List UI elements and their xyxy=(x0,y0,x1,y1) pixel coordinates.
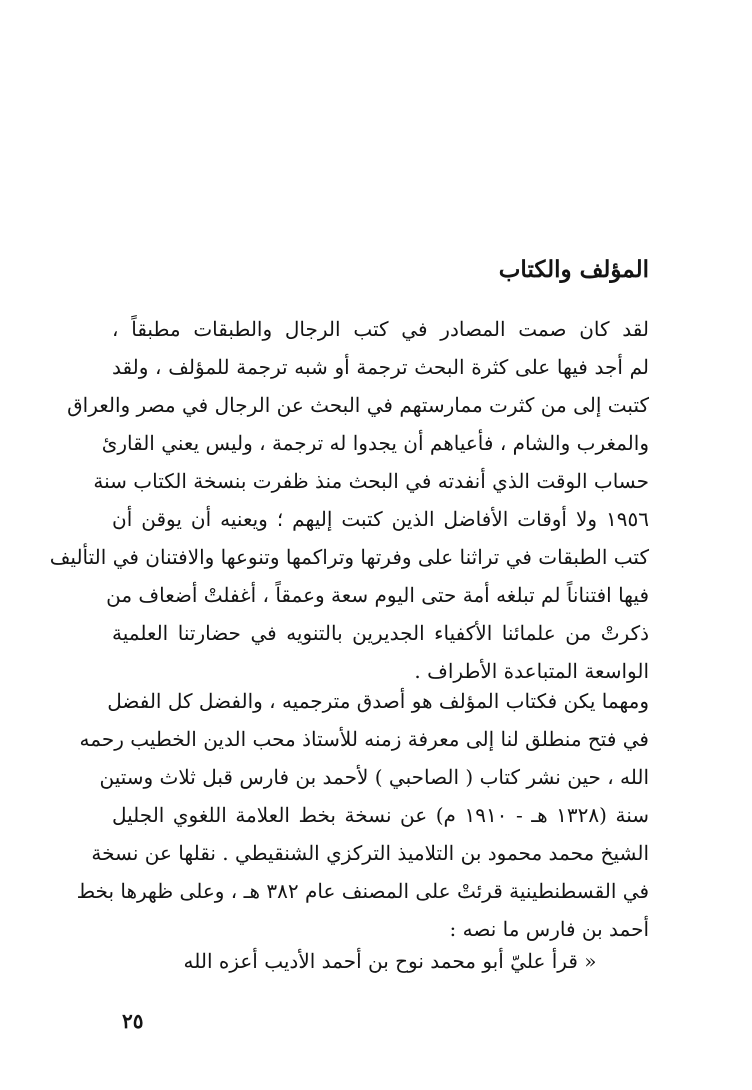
text-line: سنة (١٣٢٨ هـ - ١٩١٠ م) عن نسخة بخط العلامة اللغوي الجليل xyxy=(112,803,649,827)
text-line: في القسطنطينية قرئتْ على المصنف عام ٣٨٢ هـ ، وعلى ظهرها بخط xyxy=(76,879,649,903)
text-line: فيها افتناناً لم تبلغه أمة حتى اليوم سعة وعمقاً ، أغفلتْ أضعاف من xyxy=(106,583,649,607)
text-line: أحمد بن فارس ما نصه : xyxy=(449,917,649,941)
text-line: ١٩٥٦ ولا أوقات الأفاضل الذين كتبت إليهم ؛ ويعنيه أن يوقن أن xyxy=(112,507,649,531)
text-line: كتبت إلى من كثرت ممارستهم في البحث عن الرجال في مصر والعراق xyxy=(67,393,649,417)
paragraph-second xyxy=(76,682,649,948)
text-line: لقد كان صمت المصادر في كتب الرجال والطبقات مطبقاً ، xyxy=(112,317,649,341)
text-line: حساب الوقت الذي أنفدته في البحث منذ ظفرت بنسخة الكتاب سنة xyxy=(93,469,649,493)
text-line: لم أجد فيها على كثرة البحث ترجمة أو شبه ترجمة للمؤلف ، ولقد xyxy=(112,355,649,379)
quote-line: « قرأ عليّ أبو محمد نوح بن أحمد الأديب أعزه الله xyxy=(183,949,597,973)
text-line: والمغرب والشام ، فأعياهم أن يجدوا له ترجمة ، وليس يعني القارئ xyxy=(101,431,649,455)
page-number: ٢٥ xyxy=(122,1009,144,1033)
text-line: ومهما يكن فكتاب المؤلف هو أصدق مترجميه ، والفضل كل الفضل xyxy=(107,689,649,713)
text-line: كتب الطبقات في تراثنا على وفرتها وتراكمها وتنوعها والافتنان في التأليف xyxy=(49,545,649,569)
text-line: في فتح منطلق لنا إلى معرفة زمنه للأستاذ محب الدين الخطيب رحمه xyxy=(79,727,649,751)
text-line: الشيخ محمد محمود بن التلاميذ التركزي الشنقيطي . نقلها عن نسخة xyxy=(91,841,649,865)
paragraph-first xyxy=(49,310,649,690)
text-line: الواسعة المتباعدة الأطراف . xyxy=(414,659,649,683)
section-heading: المؤلف والكتاب xyxy=(498,256,649,283)
text-line: ذكرتْ من علمائنا الأكفياء الجديرين بالتنويه في حضارتنا العلمية xyxy=(112,621,649,645)
text-line: الله ، حين نشر كتاب ( الصاحبي ) لأحمد بن فارس قبل ثلاث وستين xyxy=(99,765,649,789)
